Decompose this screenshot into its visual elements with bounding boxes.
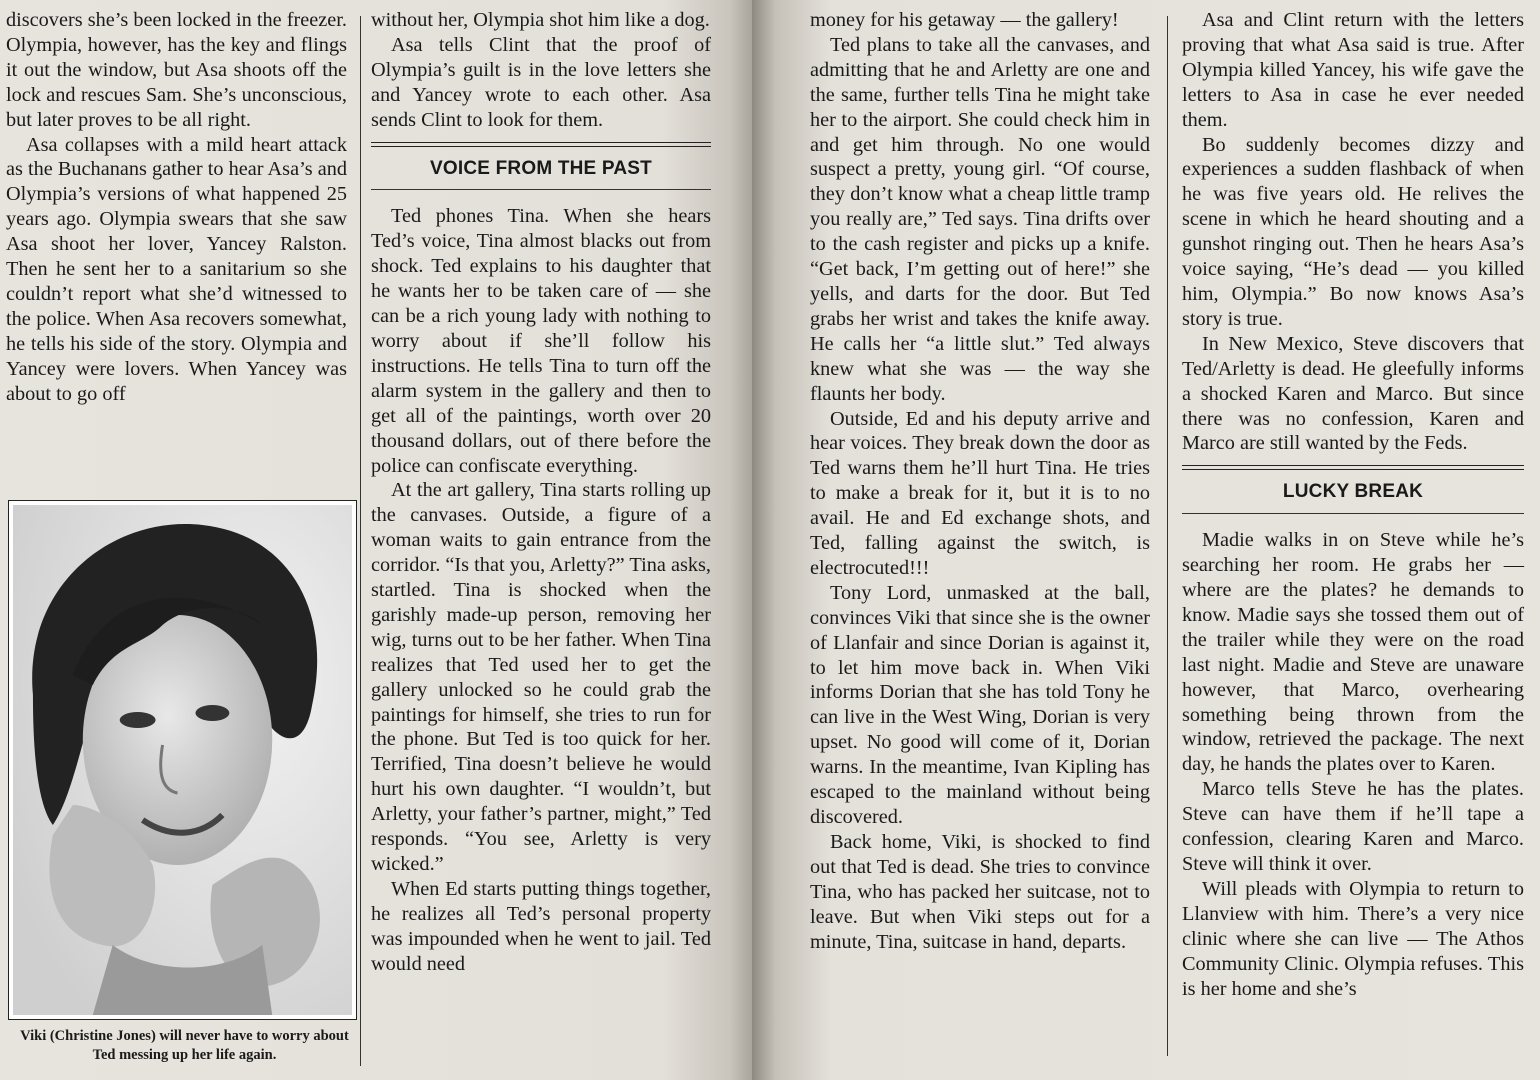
column-2 — [371, 8, 711, 977]
portrait-photo — [13, 505, 352, 1015]
column-3 — [810, 8, 1150, 954]
column-divider — [1167, 16, 1168, 1056]
double-rule — [371, 142, 711, 147]
photo-frame — [8, 500, 357, 1020]
paragraph: without her, Olympia shot him like a dog. — [371, 9, 710, 31]
photo-caption: Viki (Christine Jones) will never have to worry about Ted messing up her life again. — [20, 1028, 349, 1063]
rule — [371, 189, 711, 190]
paragraph: Madie walks in on Steve while he’s searching her room. He grabs her — where are the plates? he demands to know. Madie says she tossed them out of the trailer while they were on the road last night. Madie and Steve are unaware however, that Marco, overhearing something being thrown from the window, retrieved the package. The next day, he hands the plates over to Karen. — [1182, 529, 1524, 776]
column-divider — [360, 16, 361, 1066]
paragraph: Tony Lord, unmasked at the ball, convinces Viki that since she is the owner of Llanfair and since Dorian is against it, to let him move back in. When Viki informs Dorian that she has told Tony he can live in the West Wing, Dorian is very upset. No good will come of it, Dorian warns. In the meantime, Ivan Kipling has escaped to the mainland without being discovered. — [810, 581, 1150, 828]
paragraph: Ted phones Tina. When she hears Ted’s voice, Tina almost blacks out from shock. Ted explains to his daughter that he wants her to be taken care of — she can be a rich young lady with nothing to worry about if she’ll follow his instructions. He tells Tina to turn off the alarm system in the gallery and then to get all of the paintings, worth over 20 thousand dollars, out of there before the police can confiscate everything. — [371, 205, 711, 477]
double-rule — [1182, 465, 1524, 470]
column-1 — [6, 8, 347, 407]
paragraph: Bo suddenly becomes dizzy and experiences a sudden flashback of when he was five years old. He relives the scene in which he heard shouting and a gunshot ringing out. Then he hears Asa’s voice saying, “He’s dead — you killed him, Olympia.” Bo now knows Asa’s story is true. — [1182, 133, 1524, 330]
left-page — [0, 0, 752, 1080]
paragraph: Outside, Ed and his deputy arrive and hear voices. They break down the door as Ted warns them he’ll hurt Tina. He tries to make a break for it, but it is to no avail. He and Ed exchange shots, and Ted, falling against the switch, is electrocuted!!! — [810, 407, 1150, 579]
paragraph: discovers she’s been locked in the freezer. Olympia, however, has the key and flings it out the window, but Asa shoots off the lock and rescues Sam. She’s unconscious, but later proves to be all right. — [6, 9, 347, 131]
paragraph: Back home, Viki, is shocked to find out that Ted is dead. She tries to convince Tina, who has packed her suitcase, not to leave. But when Viki steps out for a minute, Tina, suitcase in hand, departs. — [810, 830, 1150, 953]
paragraph: When Ed starts putting things together, he realizes all Ted’s personal property was impounded when he went to jail. Ted would need — [371, 877, 711, 975]
paragraph: Will pleads with Olympia to return to Llanview with him. There’s a very nice clinic where she can live — The Athos Community Clinic. Olympia refuses. This is her home and she’s — [1182, 877, 1524, 1000]
paragraph: Ted plans to take all the canvases, and admitting that he and Arletty are one and the same, further tells Tina he might take her to the airport. She could check him in and get him through. No one would suspect a pretty, young girl. “Of course, they don’t know what a cheap little tramp you really are,” Ted says. Tina drifts over to the cash register and picks up a knife. “Get back, I’m getting out of here!” she yells, and darts for the door. But Ted grabs her wrist and takes the knife away. He calls her “a little slut.” Ted always knew what she was — the way she flaunts her body. — [810, 33, 1150, 405]
paragraph: Marco tells Steve he has the plates. Steve can have them if he’ll tape a confession, clearing Karen and Marco. Steve will think it over. — [1182, 778, 1524, 875]
paragraph: Asa tells Clint that the proof of Olympia’s guilt is in the love letters she and Yancey wrote to each other. Asa sends Clint to look for them. — [371, 33, 711, 131]
section-header — [371, 142, 711, 191]
rule — [1182, 513, 1524, 514]
paragraph: At the art gallery, Tina starts rolling up the canvases. Outside, a figure of a woman waits to gain entrance from the corridor. “Is that you, Arletty?” Tina asks, startled. Tina is shocked when the garishly made-up person, removing her wig, turns out to be her father. When Tina realizes that Ted used her to get the gallery unlocked so he could grab the paintings for himself, she tries to run for the phone. But Ted is too quick for her. Terrified, Tina doesn’t believe he would hurt his own daughter. “I wouldn’t, but Arletty, your father’s partner, might,” Ted responds. “You see, Arletty is very wicked.” — [371, 479, 711, 875]
section-header — [1182, 465, 1524, 514]
section-heading: VOICE FROM THE PAST — [430, 157, 652, 179]
right-page — [752, 0, 1540, 1080]
paragraph: money for his getaway — the gallery! — [810, 9, 1119, 31]
paragraph: Asa and Clint return with the letters proving that what Asa said is true. After Olympia killed Yancey, his wife gave the letters to Asa in case he ever needed them. — [1182, 9, 1524, 131]
column-4 — [1182, 8, 1524, 1001]
paragraph: In New Mexico, Steve discovers that Ted/Arletty is dead. He gleefully informs a shocked Karen and Marco. But since there was no confession, Karen and Marco are still wanted by the Feds. — [1182, 332, 1524, 455]
section-heading: LUCKY BREAK — [1282, 481, 1424, 503]
paragraph: Asa collapses with a mild heart attack as the Buchanans gather to hear Asa’s and Olympia’s versions of what happened 25 years ago. Olympia swears that she saw Asa shoot her lover, Yancey Ralston. Then he sent her to a sanitarium so she couldn’t report what she’d witnessed to the police. When Asa recovers somewhat, he tells his side of the story. Olympia and Yancey were lovers. When Yancey was about to go off — [6, 133, 347, 405]
